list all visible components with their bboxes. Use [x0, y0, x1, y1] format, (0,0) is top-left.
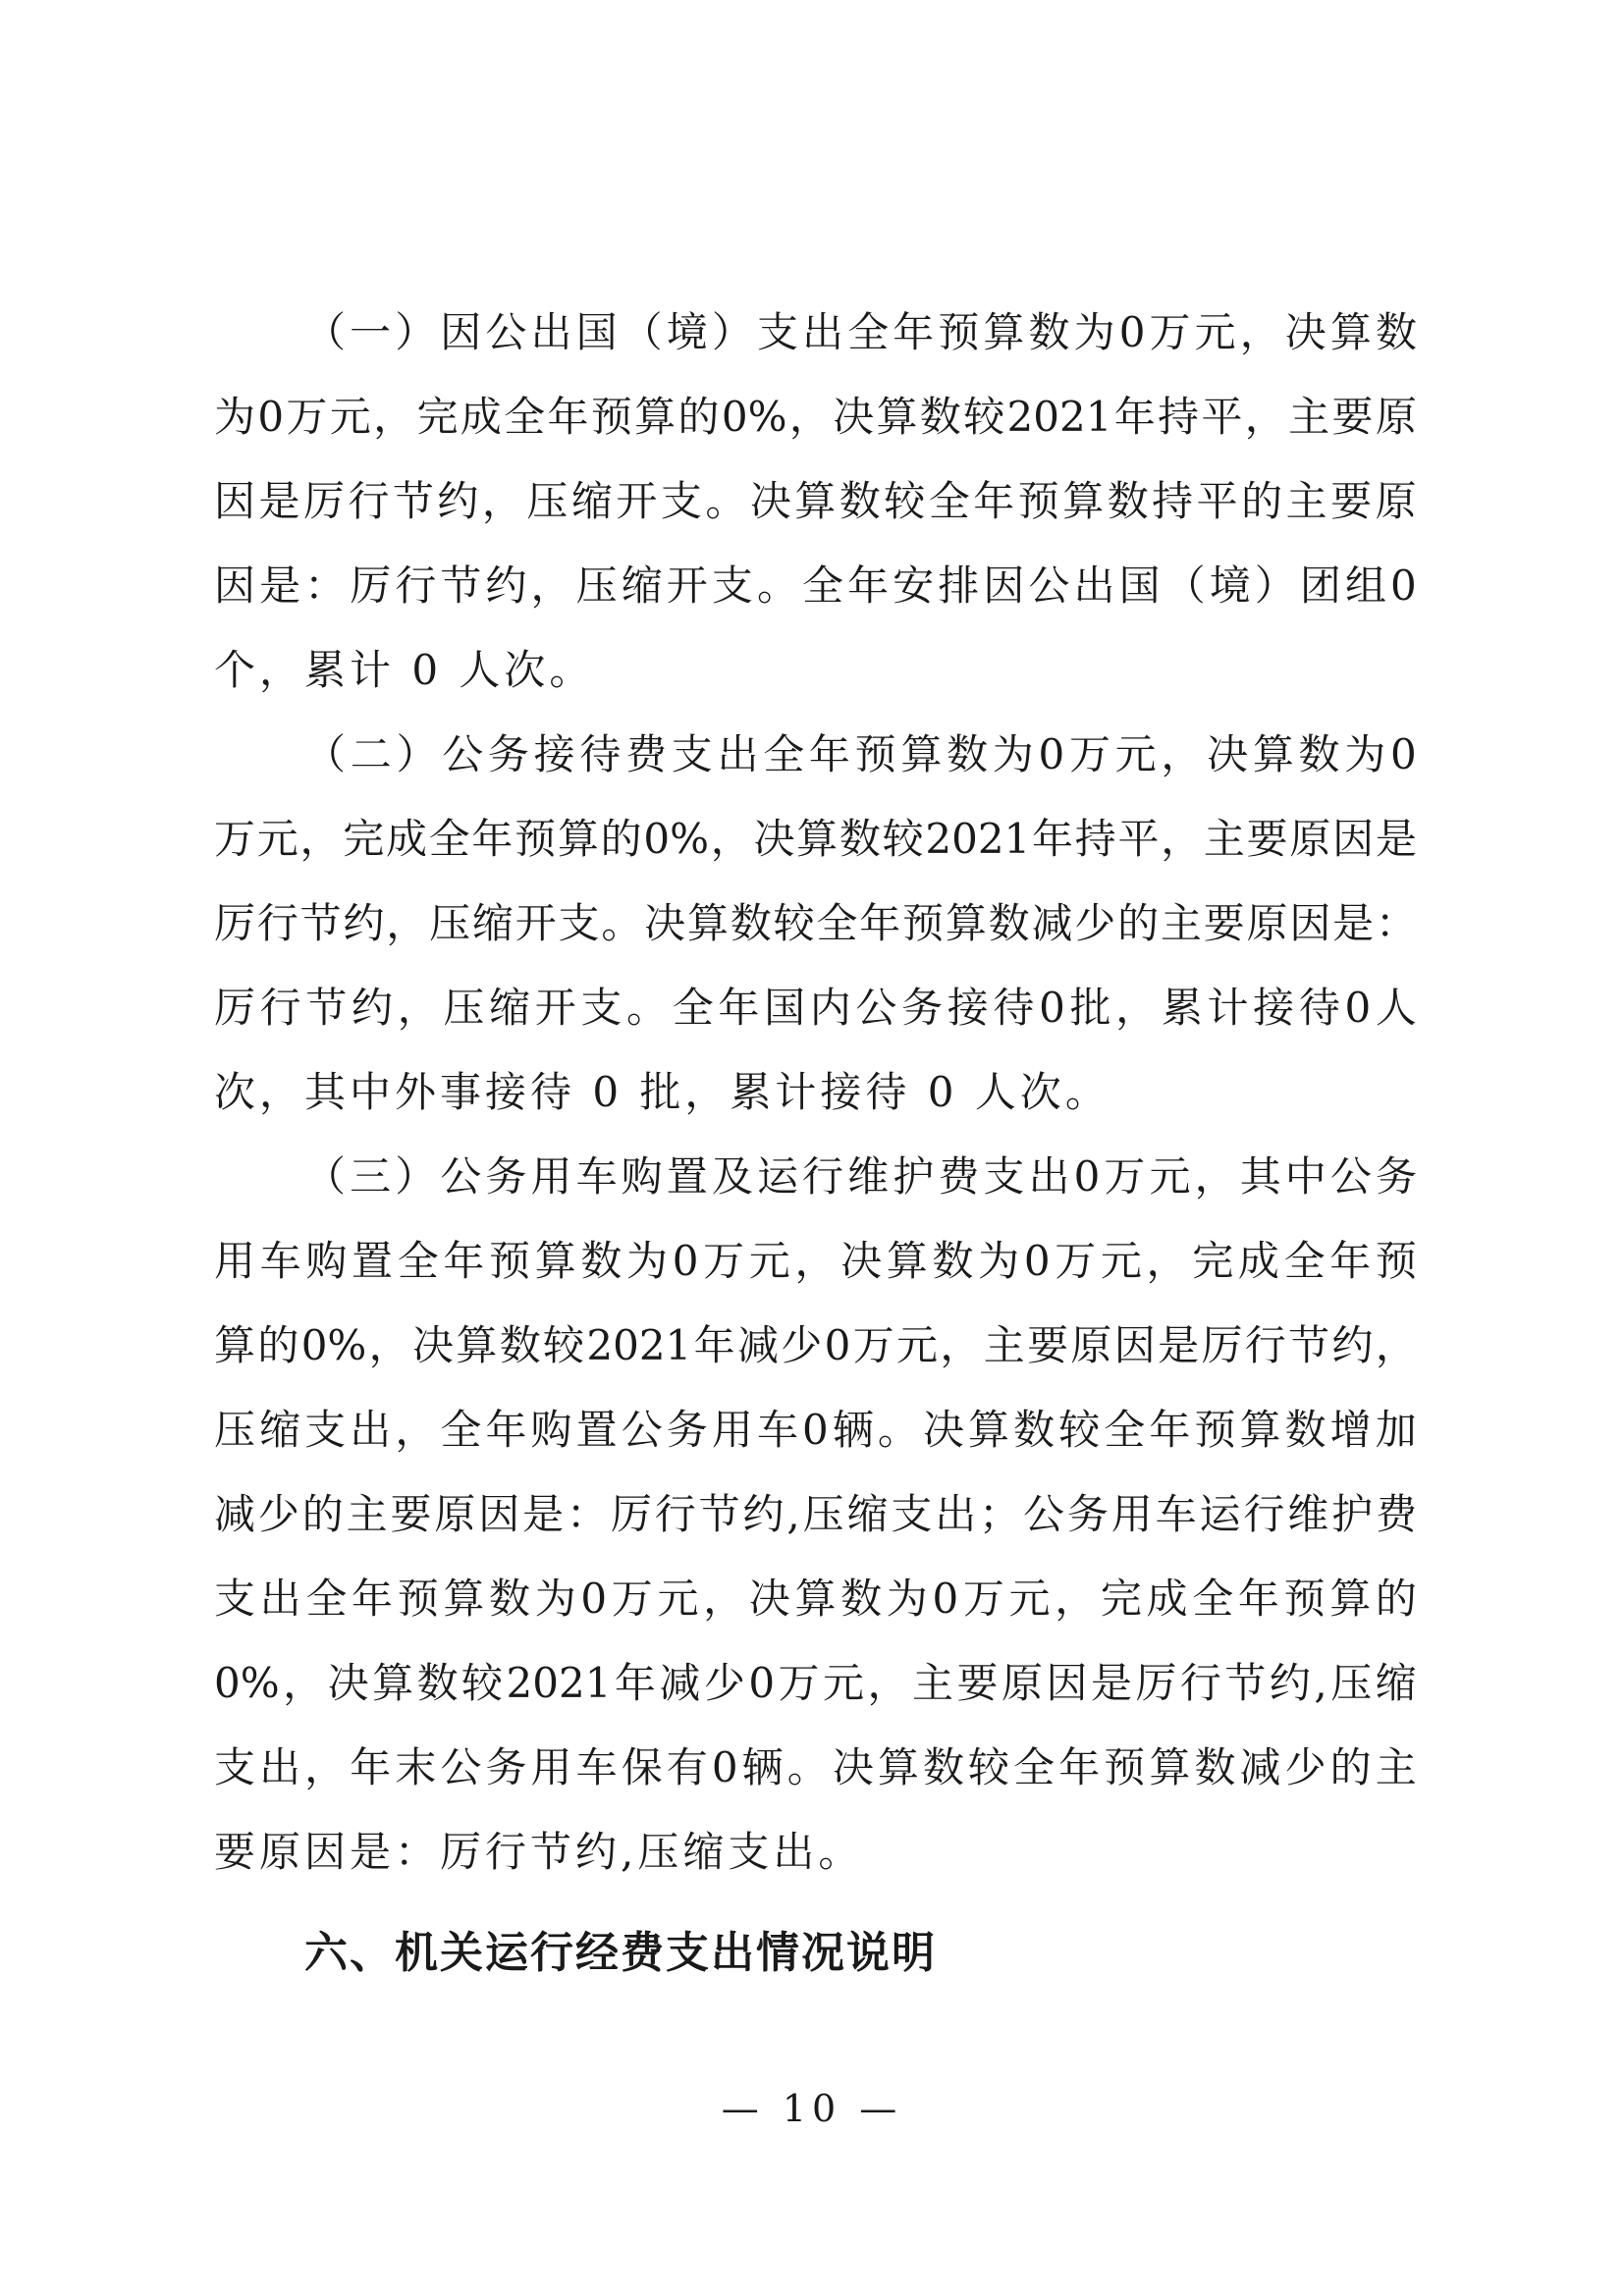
- paragraph-line: 要原因是：厉行节约,压缩支出。: [214, 1828, 864, 1876]
- paragraph-line: 为 0 万 元 ， 完 成 全 年 预 算 的 0% ， 决 算 数 较 2021 年 持 平 ， 主 要 原: [214, 393, 1417, 441]
- paragraph-line: （ 三 ） 公 务 用 车 购 置 及 运 行 维 护 费 支 出 0 万 元 ， 其 中 公 务: [304, 1152, 1417, 1201]
- paragraph-line: 减 少 的 主 要 原 因 是 ： 厉 行 节 约 , 压 缩 支 出 ； 公 务 用 车 运 行 维 护 费: [214, 1490, 1417, 1538]
- paragraph-line: （ 二 ） 公 务 接 待 费 支 出 全 年 预 算 数 为 0 万 元 ， 决 算 数 为 0: [304, 730, 1417, 778]
- paragraph-line: 因 是 ： 厉 行 节 约 ， 压 缩 开 支 。 全 年 安 排 因 公 出 国 （ 境 ） 团 组 0: [214, 561, 1417, 610]
- paragraph-line: 因 是 厉 行 节 约 ， 压 缩 开 支 。 决 算 数 较 全 年 预 算 数 持 平 的 主 要 原: [214, 477, 1417, 525]
- paragraph-line: 厉 行 节 约 ， 压 缩 开 支 。 全 年 国 内 公 务 接 待 0 批 ， 累 计 接 待 0 人: [214, 984, 1417, 1032]
- paragraph-line: （ 一 ） 因 公 出 国 （ 境 ） 支 出 全 年 预 算 数 为 0 万 元 ， 决 算 数: [304, 308, 1417, 356]
- paragraph-line: 压 缩 支 出 ， 全 年 购 置 公 务 用 车 0 辆 。 决 算 数 较 全 年 预 算 数 增 加: [214, 1406, 1417, 1454]
- paragraph-line: 用 车 购 置 全 年 预 算 数 为 0 万 元 ， 决 算 数 为 0 万 元 ， 完 成 全 年 预: [214, 1237, 1417, 1285]
- paragraph-line: 万 元 ， 完 成 全 年 预 算 的 0% ， 决 算 数 较 2021 年 持 平 ， 主 要 原 因 是: [214, 815, 1417, 863]
- paragraph-line: 个，累计 0 人次。: [214, 646, 595, 694]
- paragraph-line: 支 出 ， 年 末 公 务 用 车 保 有 0 辆 。 决 算 数 较 全 年 预 算 数 减 少 的 主: [214, 1743, 1417, 1791]
- section-heading: 六、机关运行经费支出情况说明: [304, 1928, 937, 1978]
- paragraph-line: 支 出 全 年 预 算 数 为 0 万 元 ， 决 算 数 为 0 万 元 ， 完 成 全 年 预 算 的: [214, 1575, 1417, 1623]
- paragraph-line: 次，其中外事接待 0 批，累计接待 0 人次。: [214, 1068, 1110, 1116]
- paragraph-line: 算 的 0% ， 决 算 数 较 2021 年 减 少 0 万 元 ， 主 要 原 因 是 厉 行 节 约 ，: [214, 1321, 1417, 1369]
- paragraph-line: 0% ， 决 算 数 较 2021 年 减 少 0 万 元 ， 主 要 原 因 是 厉 行 节 约 , 压 缩: [214, 1659, 1417, 1707]
- paragraph-line: 厉 行 节 约 ， 压 缩 开 支 。 决 算 数 较 全 年 预 算 数 减 少 的 主 要 原 因 是 ：: [214, 899, 1417, 947]
- page-number: — 10 —: [721, 2087, 903, 2130]
